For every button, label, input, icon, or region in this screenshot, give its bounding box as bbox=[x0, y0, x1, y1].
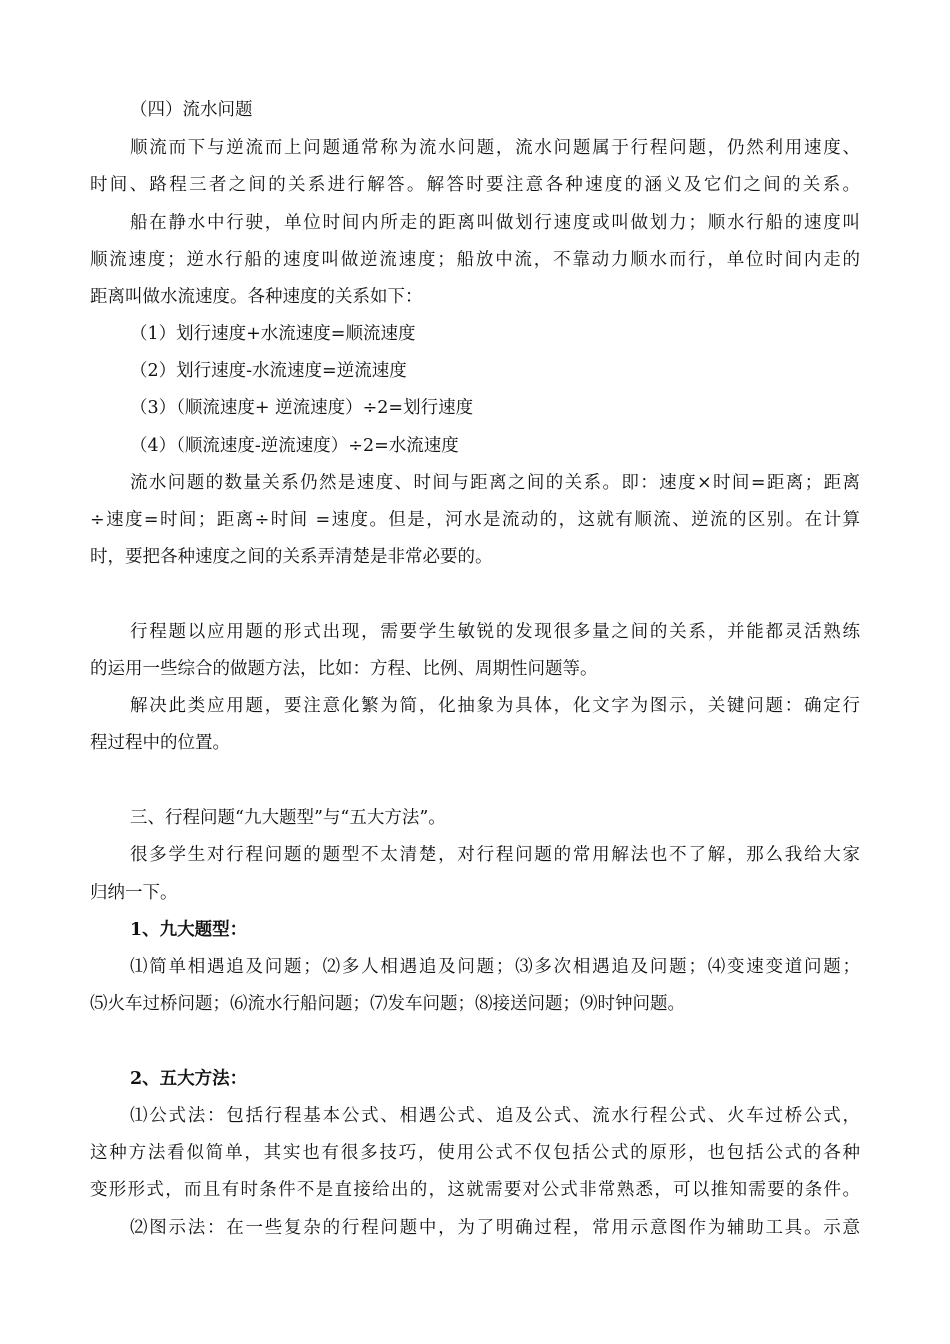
paragraph-line: 很多学生对行程问题的题型不太清楚，对行程问题的常用解法也不了解，那么我给大家 bbox=[130, 845, 860, 865]
section-heading-flowing-water: （四）流水问题 bbox=[130, 100, 253, 120]
formula-line: （3）（顺流速度+ 逆流速度）÷2=划行速度 bbox=[130, 398, 474, 418]
paragraph-line: ⑸火车过桥问题；⑹流水行船问题；⑺发车问题；⑻接送问题；⑼时钟问题。 bbox=[90, 994, 685, 1014]
paragraph-line: 流水问题的数量关系仍然是速度、时间与距离之间的关系。即：速度×时间=距离；距离 bbox=[130, 473, 860, 493]
paragraph-line: 程过程中的位置。 bbox=[90, 733, 230, 753]
paragraph-line: 顺流速度；逆水行船的速度叫做逆流速度；船放中流，不靠动力顺水而行，单位时间内走的 bbox=[90, 250, 860, 270]
paragraph-line: 时间、路程三者之间的关系进行解答。解答时要注意各种速度的涵义及它们之间的关系。 bbox=[90, 175, 860, 195]
formula-line: （1）划行速度+水流速度=顺流速度 bbox=[130, 324, 416, 344]
section-heading-nine-types-five-methods: 三、行程问题“九大题型”与“五大方法”。 bbox=[130, 808, 446, 828]
paragraph-line: 这种方法看似简单，其实也有很多技巧，使用公式不仅包括公式的原形，也包括公式的各种 bbox=[90, 1143, 860, 1163]
paragraph-line: ⑴简单相遇追及问题；⑵多人相遇追及问题；⑶多次相遇追及问题；⑷变速变道问题； bbox=[130, 957, 860, 977]
paragraph-line: ⑵图示法：在一些复杂的行程问题中，为了明确过程，常用示意图作为辅助工具。示意 bbox=[130, 1218, 860, 1238]
formula-line: （4）（顺流速度-逆流速度）÷2=水流速度 bbox=[130, 436, 459, 456]
paragraph-line: 时，要把各种速度之间的关系弄清楚是非常必要的。 bbox=[90, 547, 493, 567]
paragraph-line: ÷速度=时间；距离÷时间 =速度。但是，河水是流动的，这就有顺流、逆流的区别。在计算 bbox=[90, 510, 860, 530]
paragraph-line: 船在静水中行驶，单位时间内所走的距离叫做划行速度或叫做划力；顺水行船的速度叫 bbox=[130, 213, 860, 233]
paragraph-line: 归纳一下。 bbox=[90, 883, 178, 903]
subheading-five-methods: 2、五大方法： bbox=[130, 1069, 248, 1089]
paragraph-line: 行程题以应用题的形式出现，需要学生敏锐的发现很多量之间的关系，并能都灵活熟练 bbox=[130, 622, 860, 642]
paragraph-line: 距离叫做水流速度。各种速度的关系如下： bbox=[90, 287, 423, 307]
paragraph-line: 解决此类应用题，要注意化繁为简，化抽象为具体，化文字为图示，关键问题：确定行 bbox=[130, 696, 860, 716]
paragraph-line: ⑴公式法：包括行程基本公式、相遇公式、追及公式、流水行程公式、火车过桥公式， bbox=[130, 1106, 860, 1126]
paragraph-line: 变形形式，而且有时条件不是直接给出的，这就需要对公式非常熟悉，可以推知需要的条件。 bbox=[90, 1180, 860, 1200]
paragraph-line: 顺流而下与逆流而上问题通常称为流水问题，流水问题属于行程问题，仍然利用速度、 bbox=[130, 138, 860, 158]
paragraph-line: 的运用一些综合的做题方法，比如：方程、比例、周期性问题等。 bbox=[90, 659, 598, 679]
subheading-nine-types: 1、九大题型： bbox=[130, 920, 248, 940]
formula-line: （2）划行速度-水流速度=逆流速度 bbox=[130, 361, 407, 381]
